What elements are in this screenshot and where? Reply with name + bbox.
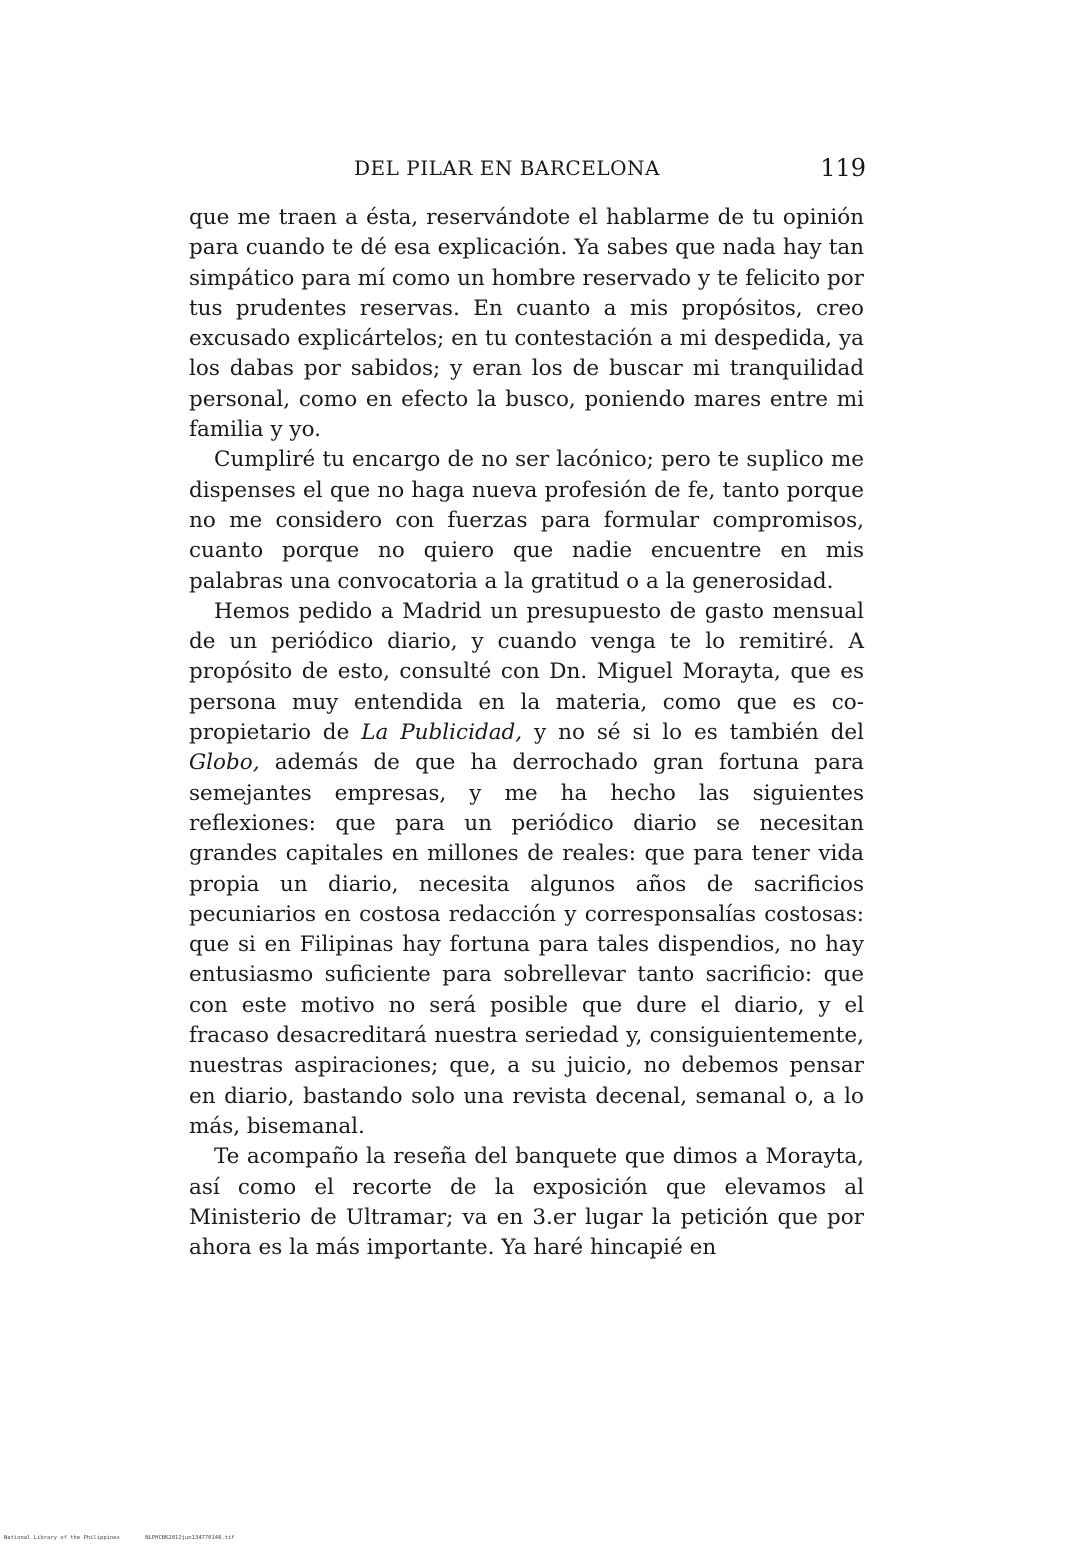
body-text (189, 203, 864, 1263)
page-number: 119 (820, 154, 866, 182)
file-identifier: NLPHCBK2012jun134770148.tif (145, 1535, 235, 1541)
italic-title: La Publicidad, (361, 720, 523, 746)
text-run: Hemos pedido a Madrid un presupuesto de gasto mensual de un periódico diario, y cuando venga te lo remitiré. A propósito de esto, consulté con Dn. Miguel Morayta, que es persona muy entendida en la materia, como que es co-propietario de (189, 598, 864, 746)
paragraph (189, 445, 864, 596)
text-run: además de que ha derrochado gran fortuna para semejantes empresas, y me ha hecho las siguientes reflexiones: que para un periódico diario se necesitan grandes capitales en millones de reales: que para tener vida propia un diario, necesita algunos años de sacrificios pecuniarios en costosa redacción y corresponsalías costosas: que si en Filipinas hay fortuna para tales dispendios, no hay entusiasmo suficiente para sobrellevar tanto sacrificio: que con este motivo no será posible que dure el diario, y el fracaso desacreditará nuestra seriedad y, consiguientemente, nuestras aspiraciones; que, a su juicio, no debemos pensar en diario, bastando solo una revista decenal, semanal o, a lo más, bisemanal. (189, 750, 864, 1139)
paragraph (189, 1142, 864, 1263)
scan-footer (4, 1535, 235, 1541)
page-header (190, 156, 880, 190)
paragraph (189, 203, 864, 445)
running-title: DEL PILAR EN BARCELONA (354, 156, 660, 180)
text-run: que me traen a ésta, reservándote el hablarme de tu opinión para cuando te dé esa explicación. Ya sabes que nada hay tan simpático para mí como un hombre reservado y te felicito por tus prudentes reservas. En cuanto a mis propósitos, creo excusado explicártelos; en tu contestación a mi despedida, ya los dabas por sabidos; y eran los de buscar mi tranquilidad personal, como en efecto la busco, poniendo mares entre mi familia y yo. (189, 205, 864, 443)
text-run: y no sé si lo es también del (522, 720, 865, 746)
text-run: Te acompaño la reseña del banquete que dimos a Morayta, así como el recorte de la exposición que elevamos al Ministerio de Ultramar; va en 3.er lugar la petición que por ahora es la más importante. Ya haré hincapié en (189, 1144, 864, 1261)
library-credit: National Library of the Philippines (4, 1535, 120, 1541)
italic-title: Globo, (189, 750, 260, 776)
text-run: Cumpliré tu encargo de no ser lacónico; pero te suplico me dispenses el que no haga nueva profesión de fe, tanto porque no me considero con fuerzas para formular compromisos, cuanto porque no quiero que nadie encuentre en mis palabras una convocatoria a la gratitud o a la generosidad. (189, 447, 864, 594)
paragraph (189, 597, 864, 1142)
